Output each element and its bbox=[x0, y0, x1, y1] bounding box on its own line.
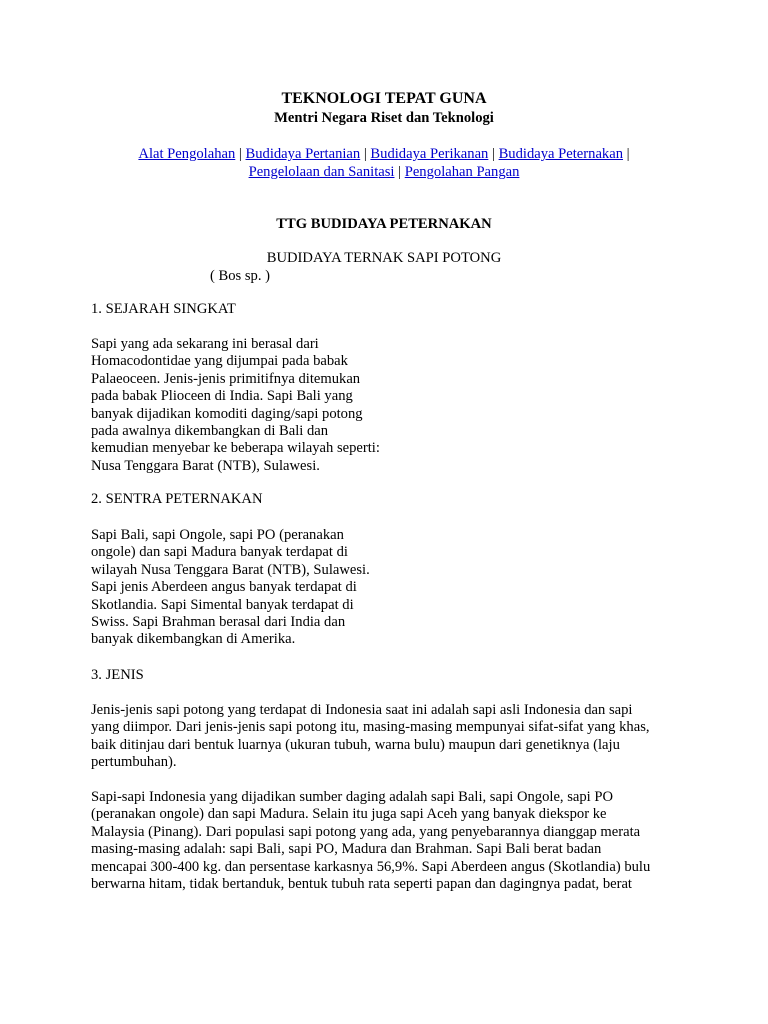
document-title: BUDIDAYA TERNAK SAPI POTONG bbox=[266, 250, 502, 266]
nav-separator: | bbox=[488, 146, 499, 162]
section-title: TTG BUDIDAYA PETERNAKAN bbox=[276, 216, 492, 232]
heading-jenis: 3. JENIS bbox=[91, 667, 144, 683]
heading-sejarah: 1. SEJARAH SINGKAT bbox=[91, 301, 236, 317]
paragraph-jenis-2: Sapi-sapi Indonesia yang dijadikan sumber daging adalah sapi Bali, sapi Ongole, sapi PO (peranakan ongole) dan sapi Madura. Selain itu juga sapi Aceh yang banyak diekspor ke Malaysia (Pinang). Dari populasi sapi potong yang ada, yang penyebarannya dianggap merata masing-masing adalah: sapi Bali, sapi PO, Madura dan Brahman. Sapi Bali berat badan mencapai 300-400 kg. dan persentase karkasnya 56,9%. Sapi Aberdeen angus (Skotlandia) bulu berwarna hitam, tidak bertanduk, bentuk tubuh rata seperti papan dan dagingnya padat, berat bbox=[91, 789, 651, 893]
heading-sentra: 2. SENTRA PETERNAKAN bbox=[91, 491, 263, 507]
nav-link-pengelolaan-sanitasi[interactable]: Pengelolaan dan Sanitasi bbox=[248, 164, 395, 180]
nav-link-pengolahan-pangan[interactable]: Pengolahan Pangan bbox=[404, 164, 520, 180]
category-nav bbox=[110, 145, 658, 181]
nav-separator: | bbox=[623, 146, 630, 162]
page-subtitle: Mentri Negara Riset dan Teknologi bbox=[274, 110, 494, 126]
paragraph-sentra: Sapi Bali, sapi Ongole, sapi PO (peranakan ongole) dan sapi Madura banyak terdapat di wilayah Nusa Tenggara Barat (NTB), Sulawesi. Sapi jenis Aberdeen angus banyak terdapat di Skotlandia. Sapi Simental banyak terdapat di Swiss. Sapi Brahman berasal dari India dan banyak dikembangkan di Amerika. bbox=[91, 527, 370, 648]
nav-link-budidaya-perikanan[interactable]: Budidaya Perikanan bbox=[370, 146, 489, 162]
page-title: TEKNOLOGI TEPAT GUNA bbox=[281, 90, 487, 107]
nav-link-alat-pengolahan[interactable]: Alat Pengolahan bbox=[138, 146, 236, 162]
nav-separator: | bbox=[360, 146, 371, 162]
paragraph-sejarah: Sapi yang ada sekarang ini berasal dari Homacodontidae yang dijumpai pada babak Palaeoceen. Jenis-jenis primitifnya ditemukan pada babak Plioceen di India. Sapi Bali yang banyak dijadikan komoditi daging/sapi potong pada awalnya dikembangkan di Bali dan kemudian menyebar ke beberapa wilayah seperti: Nusa Tenggara Barat (NTB), Sulawesi. bbox=[91, 336, 380, 474]
latin-name: ( Bos sp. ) bbox=[210, 268, 270, 284]
nav-link-budidaya-pertanian[interactable]: Budidaya Pertanian bbox=[245, 146, 361, 162]
nav-separator: | bbox=[394, 164, 405, 180]
paragraph-jenis-1: Jenis-jenis sapi potong yang terdapat di Indonesia saat ini adalah sapi asli Indonesia dan sapi yang diimpor. Dari jenis-jenis sapi potong itu, masing-masing mempunyai sifat-sifat yang khas, baik ditinjau dari bentuk luarnya (ukuran tubuh, warna bulu) maupun dari genetiknya (laju pertumbuhan). bbox=[91, 702, 650, 771]
nav-separator: | bbox=[235, 146, 246, 162]
nav-link-budidaya-peternakan[interactable]: Budidaya Peternakan bbox=[498, 146, 623, 162]
